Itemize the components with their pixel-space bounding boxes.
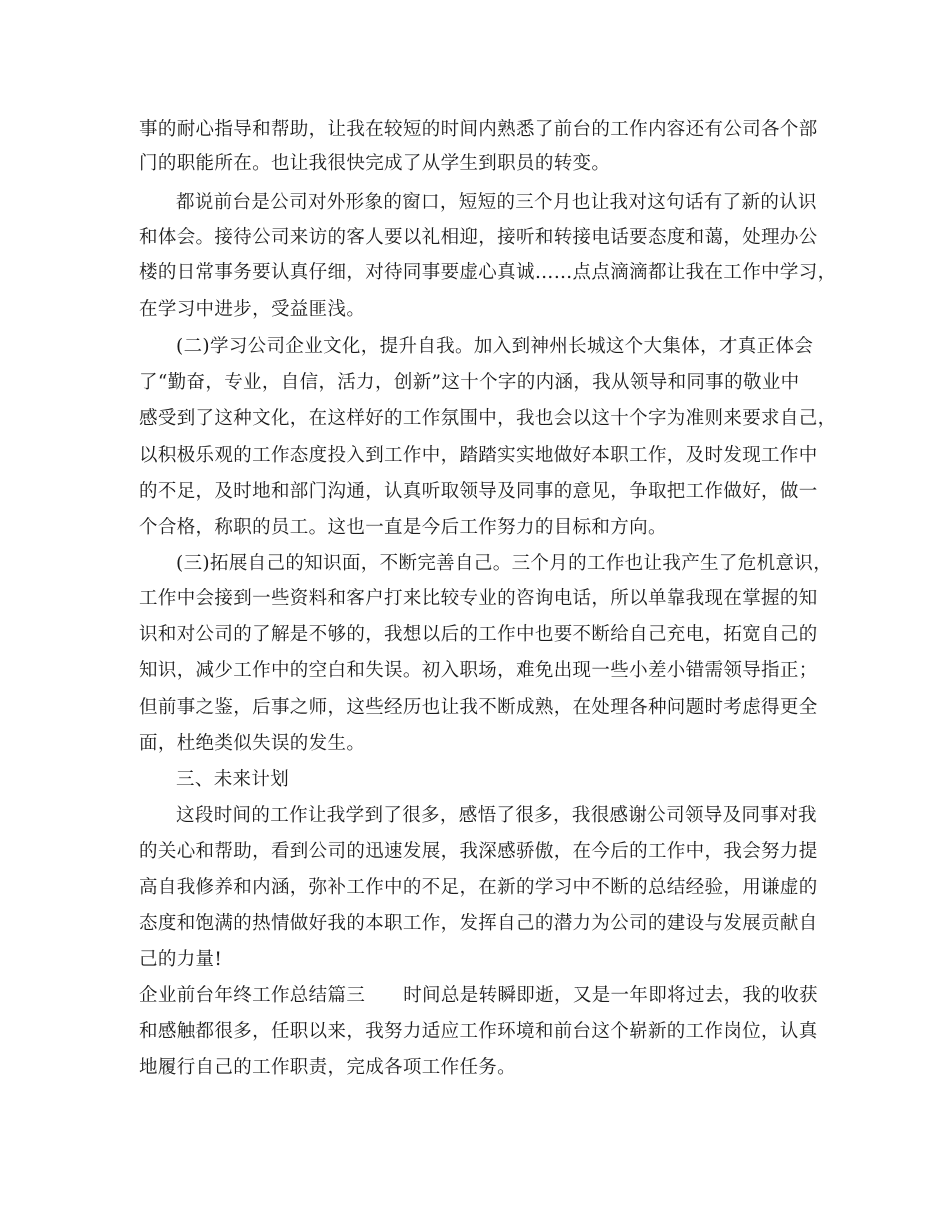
text-line: 在学习中进步，受益匪浅。	[139, 299, 366, 320]
text-line: 事的耐心指导和帮助，让我在较短的时间内熟悉了前台的工作内容还有公司各个部	[139, 119, 818, 140]
text-line: 地履行自己的工作职责，完成各项工作任务。	[139, 1057, 517, 1078]
text-line: 己的力量!	[139, 949, 223, 970]
paragraph-first-line: (三)拓展自己的知识面，不断完善自己。三个月的工作也让我产生了危机意识，	[176, 553, 833, 574]
section-title: 企业前台年终工作总结篇三	[139, 985, 366, 1006]
section-title-line	[139, 981, 829, 1011]
paragraph-first-line: 这段时间的工作让我学到了很多，感悟了很多，我很感谢公司领导及同事对我	[176, 805, 817, 826]
text-line: 了“勤奋，专业，自信，活力，创新”这十个字的内涵，我从领导和同事的敬业中	[139, 372, 800, 393]
text-line: 高自我修养和内涵，弥补工作中的不足，在新的学习中不断的总结经验，用谦虚的	[139, 877, 818, 898]
paragraph-first-line: 都说前台是公司对外形象的窗口，短短的三个月也让我对这句话有了新的认识	[176, 192, 817, 213]
text-line: 和感触都很多，任职以来，我努力适应工作环境和前台这个崭新的工作岗位，认真	[139, 1021, 818, 1042]
text-line: 门的职能所在。也让我很快完成了从学生到职员的转变。	[139, 153, 611, 174]
text-line: 知识，减少工作中的空白和失误。初入职场，难免出现一些小差小错需领导指正；	[139, 660, 818, 681]
text-line: 态度和饱满的热情做好我的本职工作，发挥自己的潜力为公司的建设与发展贡献自	[139, 913, 818, 934]
section-heading: 三、未来计划	[176, 769, 290, 790]
text-line: 的不足，及时地和部门沟通，认真听取领导及同事的意见，争取把工作做好，做一	[139, 481, 818, 502]
text-line: 工作中会接到一些资料和客户打来比较专业的咨询电话，所以单靠我现在掌握的知	[139, 588, 818, 609]
text-line: 面，杜绝类似失误的发生。	[139, 733, 366, 754]
paragraph-first-line: (二)学习公司企业文化，提升自我。加入到神州长城这个大集体，才真正体会	[176, 336, 814, 357]
text-line: 以积极乐观的工作态度投入到工作中，踏踏实实地做好本职工作，及时发现工作中	[139, 445, 818, 466]
text-line: 个合格，称职的员工。这也一直是今后工作努力的目标和方向。	[139, 517, 667, 538]
text-line: 识和对公司的了解是不够的，我想以后的工作中也要不断给自己充电，拓宽自己的	[139, 624, 818, 645]
section-lead-text: 时间总是转瞬即逝，又是一年即将过去，我的收获	[403, 985, 818, 1006]
text-line: 但前事之鉴，后事之师，这些经历也让我不断成熟，在处理各种问题时考虑得更全	[139, 697, 818, 718]
text-line: 楼的日常事务要认真仔细，对待同事要虚心真诚……点点滴滴都让我在工作中学习，	[139, 262, 837, 283]
text-line: 感受到了这种文化，在这样好的工作氛围中，我也会以这十个字为准则来要求自己，	[139, 408, 837, 429]
text-line: 和体会。接待公司来访的客人要以礼相迎，接听和转接电话要态度和蔼，处理办公	[139, 227, 818, 248]
text-line: 的关心和帮助，看到公司的迅速发展，我深感骄傲，在今后的工作中，我会努力提	[139, 841, 818, 862]
